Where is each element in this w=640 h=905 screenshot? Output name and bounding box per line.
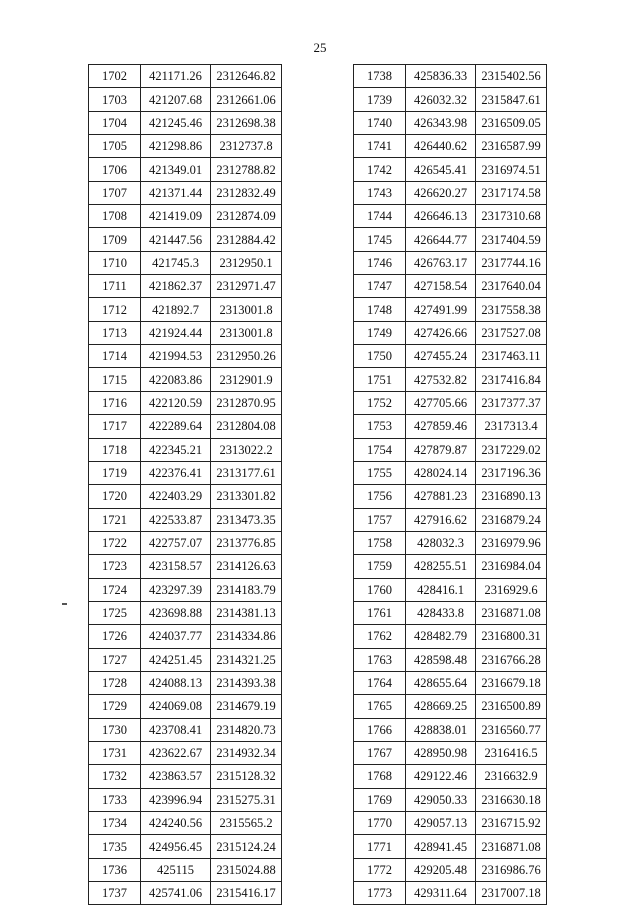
y-coordinate-cell: 2317744.16 (476, 251, 547, 274)
y-coordinate-cell: 2312661.06 (211, 88, 282, 111)
x-coordinate-cell: 428255.51 (406, 555, 476, 578)
point-number-cell: 1745 (354, 228, 406, 251)
table-row (354, 555, 547, 578)
x-coordinate-cell: 427491.99 (406, 298, 476, 321)
x-coordinate-cell: 428024.14 (406, 461, 476, 484)
table-row (354, 205, 547, 228)
y-coordinate-cell: 2317229.02 (476, 438, 547, 461)
table-row (354, 368, 547, 391)
x-coordinate-cell: 429205.48 (406, 858, 476, 881)
y-coordinate-cell: 2313301.82 (211, 485, 282, 508)
x-coordinate-cell: 421924.44 (141, 321, 211, 344)
table-row (89, 228, 282, 251)
table-row (89, 671, 282, 694)
point-number-cell: 1764 (354, 671, 406, 694)
point-number-cell: 1765 (354, 695, 406, 718)
point-number-cell: 1722 (89, 531, 141, 554)
point-number-cell: 1729 (89, 695, 141, 718)
table-row (89, 812, 282, 835)
x-coordinate-cell: 422757.07 (141, 531, 211, 554)
point-number-cell: 1715 (89, 368, 141, 391)
x-coordinate-cell: 429057.13 (406, 812, 476, 835)
y-coordinate-cell: 2317310.68 (476, 205, 547, 228)
table-row (354, 391, 547, 414)
y-coordinate-cell: 2316630.18 (476, 788, 547, 811)
point-number-cell: 1707 (89, 181, 141, 204)
x-coordinate-cell: 427158.54 (406, 275, 476, 298)
point-number-cell: 1741 (354, 135, 406, 158)
x-coordinate-cell: 422289.64 (141, 415, 211, 438)
y-coordinate-cell: 2316679.18 (476, 671, 547, 694)
x-coordinate-cell: 423996.94 (141, 788, 211, 811)
x-coordinate-cell: 421745.3 (141, 251, 211, 274)
point-number-cell: 1739 (354, 88, 406, 111)
x-coordinate-cell: 421419.09 (141, 205, 211, 228)
point-number-cell: 1734 (89, 812, 141, 835)
x-coordinate-cell: 426440.62 (406, 135, 476, 158)
y-coordinate-cell: 2317527.08 (476, 321, 547, 344)
y-coordinate-cell: 2317558.38 (476, 298, 547, 321)
table-row (354, 765, 547, 788)
table-row (354, 88, 547, 111)
x-coordinate-cell: 429311.64 (406, 882, 476, 905)
x-coordinate-cell: 426644.77 (406, 228, 476, 251)
y-coordinate-cell: 2317463.11 (476, 345, 547, 368)
point-number-cell: 1710 (89, 251, 141, 274)
point-number-cell: 1714 (89, 345, 141, 368)
table-row (354, 251, 547, 274)
point-number-cell: 1704 (89, 111, 141, 134)
y-coordinate-cell: 2316560.77 (476, 718, 547, 741)
x-coordinate-cell: 428950.98 (406, 741, 476, 764)
x-coordinate-cell: 423863.57 (141, 765, 211, 788)
x-coordinate-cell: 421371.44 (141, 181, 211, 204)
point-number-cell: 1731 (89, 741, 141, 764)
table-row (89, 765, 282, 788)
coordinates-table-left (88, 64, 282, 905)
table-row (354, 415, 547, 438)
x-coordinate-cell: 427859.46 (406, 415, 476, 438)
table-row (89, 485, 282, 508)
x-coordinate-cell: 421349.01 (141, 158, 211, 181)
y-coordinate-cell: 2316509.05 (476, 111, 547, 134)
y-coordinate-cell: 2314321.25 (211, 648, 282, 671)
table-row (354, 181, 547, 204)
x-coordinate-cell: 426343.98 (406, 111, 476, 134)
y-coordinate-cell: 2315128.32 (211, 765, 282, 788)
table-row (89, 555, 282, 578)
table-body-left (89, 65, 282, 905)
x-coordinate-cell: 428433.8 (406, 601, 476, 624)
table-row (89, 718, 282, 741)
point-number-cell: 1760 (354, 578, 406, 601)
x-coordinate-cell: 425741.06 (141, 882, 211, 905)
table-row (89, 578, 282, 601)
point-number-cell: 1727 (89, 648, 141, 671)
y-coordinate-cell: 2315275.31 (211, 788, 282, 811)
point-number-cell: 1759 (354, 555, 406, 578)
y-coordinate-cell: 2315024.88 (211, 858, 282, 881)
table-row (354, 601, 547, 624)
table-row (354, 508, 547, 531)
x-coordinate-cell: 428598.48 (406, 648, 476, 671)
x-coordinate-cell: 426032.32 (406, 88, 476, 111)
point-number-cell: 1772 (354, 858, 406, 881)
x-coordinate-cell: 424037.77 (141, 625, 211, 648)
point-number-cell: 1773 (354, 882, 406, 905)
point-number-cell: 1720 (89, 485, 141, 508)
table-row (354, 158, 547, 181)
point-number-cell: 1724 (89, 578, 141, 601)
table-row (89, 508, 282, 531)
point-number-cell: 1702 (89, 65, 141, 88)
x-coordinate-cell: 421994.53 (141, 345, 211, 368)
x-coordinate-cell: 422533.87 (141, 508, 211, 531)
y-coordinate-cell: 2314820.73 (211, 718, 282, 741)
table-row (354, 788, 547, 811)
y-coordinate-cell: 2316416.5 (476, 741, 547, 764)
y-coordinate-cell: 2314334.86 (211, 625, 282, 648)
point-number-cell: 1757 (354, 508, 406, 531)
table-row (89, 695, 282, 718)
point-number-cell: 1711 (89, 275, 141, 298)
x-coordinate-cell: 422345.21 (141, 438, 211, 461)
point-number-cell: 1705 (89, 135, 141, 158)
x-coordinate-cell: 425836.33 (406, 65, 476, 88)
y-coordinate-cell: 2313001.8 (211, 298, 282, 321)
x-coordinate-cell: 429122.46 (406, 765, 476, 788)
table-row (89, 858, 282, 881)
table-row (354, 835, 547, 858)
page-number: 25 (313, 40, 327, 55)
point-number-cell: 1768 (354, 765, 406, 788)
y-coordinate-cell: 2314679.19 (211, 695, 282, 718)
point-number-cell: 1755 (354, 461, 406, 484)
table-row (354, 65, 547, 88)
point-number-cell: 1767 (354, 741, 406, 764)
table-row (89, 438, 282, 461)
x-coordinate-cell: 421298.86 (141, 135, 211, 158)
table-row (354, 695, 547, 718)
point-number-cell: 1740 (354, 111, 406, 134)
point-number-cell: 1721 (89, 508, 141, 531)
y-coordinate-cell: 2312884.42 (211, 228, 282, 251)
y-coordinate-cell: 2312870.95 (211, 391, 282, 414)
x-coordinate-cell: 424956.45 (141, 835, 211, 858)
point-number-cell: 1709 (89, 228, 141, 251)
point-number-cell: 1769 (354, 788, 406, 811)
point-number-cell: 1752 (354, 391, 406, 414)
point-number-cell: 1708 (89, 205, 141, 228)
point-number-cell: 1758 (354, 531, 406, 554)
table-row (89, 65, 282, 88)
table-row (89, 88, 282, 111)
x-coordinate-cell: 428838.01 (406, 718, 476, 741)
y-coordinate-cell: 2316979.96 (476, 531, 547, 554)
y-coordinate-cell: 2317313.4 (476, 415, 547, 438)
table-row (354, 461, 547, 484)
table-row (354, 625, 547, 648)
y-coordinate-cell: 2315847.61 (476, 88, 547, 111)
x-coordinate-cell: 423158.57 (141, 555, 211, 578)
x-coordinate-cell: 423698.88 (141, 601, 211, 624)
table-row (89, 415, 282, 438)
x-coordinate-cell: 426545.41 (406, 158, 476, 181)
point-number-cell: 1717 (89, 415, 141, 438)
point-number-cell: 1726 (89, 625, 141, 648)
point-number-cell: 1754 (354, 438, 406, 461)
table-row (89, 625, 282, 648)
y-coordinate-cell: 2315402.56 (476, 65, 547, 88)
x-coordinate-cell: 425115 (141, 858, 211, 881)
table-row (89, 531, 282, 554)
point-number-cell: 1749 (354, 321, 406, 344)
table-body-right (354, 65, 547, 905)
y-coordinate-cell: 2312971.47 (211, 275, 282, 298)
point-number-cell: 1736 (89, 858, 141, 881)
point-number-cell: 1738 (354, 65, 406, 88)
x-coordinate-cell: 427916.62 (406, 508, 476, 531)
y-coordinate-cell: 2316929.6 (476, 578, 547, 601)
point-number-cell: 1703 (89, 88, 141, 111)
y-coordinate-cell: 2312874.09 (211, 205, 282, 228)
y-coordinate-cell: 2316871.08 (476, 601, 547, 624)
point-number-cell: 1730 (89, 718, 141, 741)
point-number-cell: 1712 (89, 298, 141, 321)
y-coordinate-cell: 2314932.34 (211, 741, 282, 764)
x-coordinate-cell: 424251.45 (141, 648, 211, 671)
y-coordinate-cell: 2317007.18 (476, 882, 547, 905)
point-number-cell: 1756 (354, 485, 406, 508)
point-number-cell: 1746 (354, 251, 406, 274)
point-number-cell: 1733 (89, 788, 141, 811)
y-coordinate-cell: 2315416.17 (211, 882, 282, 905)
table-row (354, 321, 547, 344)
x-coordinate-cell: 426763.17 (406, 251, 476, 274)
x-coordinate-cell: 421245.46 (141, 111, 211, 134)
y-coordinate-cell: 2314381.13 (211, 601, 282, 624)
y-coordinate-cell: 2312950.26 (211, 345, 282, 368)
table-row (89, 882, 282, 905)
table-row (354, 812, 547, 835)
point-number-cell: 1706 (89, 158, 141, 181)
table-row (354, 438, 547, 461)
table-row (89, 251, 282, 274)
table-row (354, 135, 547, 158)
y-coordinate-cell: 2317174.58 (476, 181, 547, 204)
point-number-cell: 1744 (354, 205, 406, 228)
table-row (89, 345, 282, 368)
x-coordinate-cell: 421207.68 (141, 88, 211, 111)
x-coordinate-cell: 427879.87 (406, 438, 476, 461)
x-coordinate-cell: 421447.56 (141, 228, 211, 251)
table-row (354, 578, 547, 601)
table-row (354, 531, 547, 554)
y-coordinate-cell: 2317416.84 (476, 368, 547, 391)
point-number-cell: 1719 (89, 461, 141, 484)
point-number-cell: 1751 (354, 368, 406, 391)
x-coordinate-cell: 422403.29 (141, 485, 211, 508)
x-coordinate-cell: 421862.37 (141, 275, 211, 298)
table-row (354, 345, 547, 368)
y-coordinate-cell: 2316632.9 (476, 765, 547, 788)
table-row (89, 835, 282, 858)
x-coordinate-cell: 421892.7 (141, 298, 211, 321)
table-row (89, 135, 282, 158)
x-coordinate-cell: 423708.41 (141, 718, 211, 741)
y-coordinate-cell: 2315565.2 (211, 812, 282, 835)
y-coordinate-cell: 2316500.89 (476, 695, 547, 718)
y-coordinate-cell: 2316974.51 (476, 158, 547, 181)
y-coordinate-cell: 2316800.31 (476, 625, 547, 648)
table-row (354, 882, 547, 905)
x-coordinate-cell: 427705.66 (406, 391, 476, 414)
table-row (89, 321, 282, 344)
x-coordinate-cell: 424069.08 (141, 695, 211, 718)
y-coordinate-cell: 2313177.61 (211, 461, 282, 484)
table-row (89, 391, 282, 414)
point-number-cell: 1725 (89, 601, 141, 624)
point-number-cell: 1735 (89, 835, 141, 858)
y-coordinate-cell: 2316984.04 (476, 555, 547, 578)
x-coordinate-cell: 428416.1 (406, 578, 476, 601)
x-coordinate-cell: 426620.27 (406, 181, 476, 204)
point-number-cell: 1723 (89, 555, 141, 578)
table-row (354, 648, 547, 671)
x-coordinate-cell: 428669.25 (406, 695, 476, 718)
y-coordinate-cell: 2312737.8 (211, 135, 282, 158)
y-coordinate-cell: 2312698.38 (211, 111, 282, 134)
x-coordinate-cell: 423297.39 (141, 578, 211, 601)
y-coordinate-cell: 2314183.79 (211, 578, 282, 601)
point-number-cell: 1728 (89, 671, 141, 694)
y-coordinate-cell: 2317404.59 (476, 228, 547, 251)
point-number-cell: 1753 (354, 415, 406, 438)
table-row (354, 741, 547, 764)
y-coordinate-cell: 2313001.8 (211, 321, 282, 344)
point-number-cell: 1750 (354, 345, 406, 368)
table-row (89, 111, 282, 134)
table-row (354, 298, 547, 321)
table-row (89, 601, 282, 624)
x-coordinate-cell: 428655.64 (406, 671, 476, 694)
table-row (354, 858, 547, 881)
x-coordinate-cell: 428482.79 (406, 625, 476, 648)
y-coordinate-cell: 2314126.63 (211, 555, 282, 578)
y-coordinate-cell: 2316879.24 (476, 508, 547, 531)
table-row (354, 485, 547, 508)
y-coordinate-cell: 2316871.08 (476, 835, 547, 858)
y-coordinate-cell: 2312788.82 (211, 158, 282, 181)
x-coordinate-cell: 427426.66 (406, 321, 476, 344)
table-row (89, 298, 282, 321)
point-number-cell: 1766 (354, 718, 406, 741)
table-row (89, 741, 282, 764)
table-row (89, 158, 282, 181)
y-coordinate-cell: 2316766.28 (476, 648, 547, 671)
y-coordinate-cell: 2312804.08 (211, 415, 282, 438)
table-row (89, 461, 282, 484)
y-coordinate-cell: 2313022.2 (211, 438, 282, 461)
table-row (354, 228, 547, 251)
x-coordinate-cell: 427455.24 (406, 345, 476, 368)
y-coordinate-cell: 2314393.38 (211, 671, 282, 694)
point-number-cell: 1761 (354, 601, 406, 624)
x-coordinate-cell: 422083.86 (141, 368, 211, 391)
y-coordinate-cell: 2316715.92 (476, 812, 547, 835)
table-row (89, 788, 282, 811)
table-row (89, 368, 282, 391)
point-number-cell: 1763 (354, 648, 406, 671)
y-coordinate-cell: 2313473.35 (211, 508, 282, 531)
y-coordinate-cell: 2317640.04 (476, 275, 547, 298)
table-row (89, 648, 282, 671)
table-row (354, 671, 547, 694)
table-row (354, 275, 547, 298)
point-number-cell: 1748 (354, 298, 406, 321)
table-row (89, 181, 282, 204)
y-coordinate-cell: 2312646.82 (211, 65, 282, 88)
point-number-cell: 1747 (354, 275, 406, 298)
x-coordinate-cell: 422120.59 (141, 391, 211, 414)
point-number-cell: 1762 (354, 625, 406, 648)
x-coordinate-cell: 424088.13 (141, 671, 211, 694)
point-number-cell: 1737 (89, 882, 141, 905)
x-coordinate-cell: 426646.13 (406, 205, 476, 228)
y-coordinate-cell: 2316587.99 (476, 135, 547, 158)
x-coordinate-cell: 423622.67 (141, 741, 211, 764)
point-number-cell: 1743 (354, 181, 406, 204)
table-row (89, 205, 282, 228)
y-coordinate-cell: 2313776.85 (211, 531, 282, 554)
y-coordinate-cell: 2312901.9 (211, 368, 282, 391)
coordinates-table-right (353, 64, 547, 905)
y-coordinate-cell: 2317377.37 (476, 391, 547, 414)
y-coordinate-cell: 2316986.76 (476, 858, 547, 881)
x-coordinate-cell: 428032.3 (406, 531, 476, 554)
point-number-cell: 1742 (354, 158, 406, 181)
x-coordinate-cell: 428941.45 (406, 835, 476, 858)
point-number-cell: 1718 (89, 438, 141, 461)
y-coordinate-cell: 2315124.24 (211, 835, 282, 858)
table-row (354, 718, 547, 741)
x-coordinate-cell: 421171.26 (141, 65, 211, 88)
table-row (354, 111, 547, 134)
table-row (89, 275, 282, 298)
y-coordinate-cell: 2317196.36 (476, 461, 547, 484)
point-number-cell: 1713 (89, 321, 141, 344)
x-coordinate-cell: 424240.56 (141, 812, 211, 835)
x-coordinate-cell: 429050.33 (406, 788, 476, 811)
x-coordinate-cell: 427532.82 (406, 368, 476, 391)
y-coordinate-cell: 2312832.49 (211, 181, 282, 204)
point-number-cell: 1716 (89, 391, 141, 414)
point-number-cell: 1770 (354, 812, 406, 835)
point-number-cell: 1732 (89, 765, 141, 788)
y-coordinate-cell: 2316890.13 (476, 485, 547, 508)
x-coordinate-cell: 422376.41 (141, 461, 211, 484)
point-number-cell: 1771 (354, 835, 406, 858)
x-coordinate-cell: 427881.23 (406, 485, 476, 508)
scan-mark (62, 603, 67, 605)
y-coordinate-cell: 2312950.1 (211, 251, 282, 274)
